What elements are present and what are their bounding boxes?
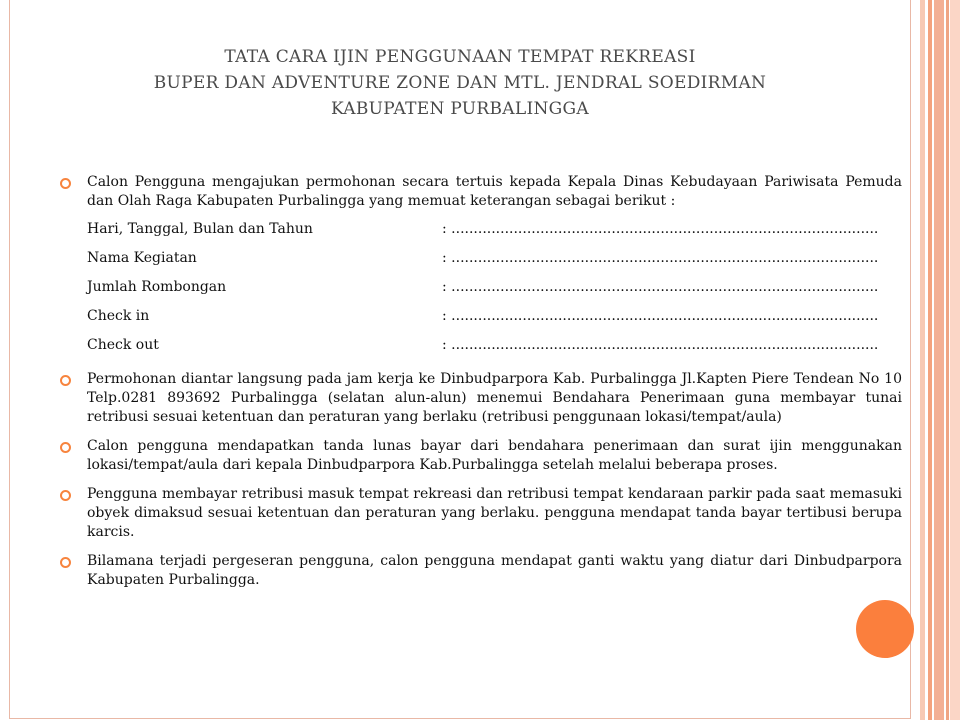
field-label: Hari, Tanggal, Bulan dan Tahun [87, 221, 313, 237]
bullet-item [60, 370, 902, 427]
bullet-text: Bilamana terjadi pergeseran pengguna, calon pengguna mendapat ganti waktu yang diatur dari Dinbudparpora Kabupaten Purbalingga. [87, 553, 902, 588]
bullet-item [60, 552, 902, 590]
field-row [87, 244, 902, 273]
field-row [87, 215, 902, 244]
ring-bullet-icon [60, 442, 71, 453]
slide-title [40, 44, 880, 122]
ring-bullet-icon [60, 490, 71, 501]
field-value: : ................................................................................................ [442, 221, 879, 237]
orange-circle-decoration [856, 600, 914, 658]
title-line-3: KABUPATEN PURBALINGGA [330, 99, 589, 119]
stripe-2 [928, 0, 932, 720]
field-label: Jumlah Rombongan [87, 279, 227, 295]
field-row [87, 302, 902, 331]
field-label: Check out [87, 337, 159, 353]
stripe-3 [934, 0, 944, 720]
field-value: : ................................................................................................ [442, 337, 879, 353]
field-value: : ................................................................................................ [442, 279, 879, 295]
field-table [87, 215, 902, 360]
title-line-1: TATA CARA IJIN PENGGUNAAN TEMPAT REKREASI [224, 47, 696, 67]
ring-bullet-icon [60, 557, 71, 568]
stripe-1 [920, 0, 925, 720]
field-row [87, 273, 902, 302]
bullet-text: Calon Pengguna mengajukan permohonan secara tertuis kepada Kepala Dinas Kebudayaan Pariwisata Pemuda dan Olah Raga Kabupaten Purbalingga yang memuat keterangan sebagai berikut : [87, 174, 902, 209]
field-value: : ................................................................................................ [442, 308, 879, 324]
field-label: Nama Kegiatan [87, 250, 197, 266]
bullet-item [60, 437, 902, 475]
ring-bullet-icon [60, 178, 71, 189]
ring-bullet-icon [60, 375, 71, 386]
field-label: Check in [87, 308, 150, 324]
stripe-5 [950, 0, 960, 720]
bullet-item [60, 485, 902, 542]
field-row [87, 331, 902, 360]
title-line-2: BUPER DAN ADVENTURE ZONE DAN MTL. JENDRAL SOEDIRMAN [153, 73, 767, 93]
bullet-list [60, 173, 902, 600]
bullet-text: Pengguna membayar retribusi masuk tempat rekreasi dan retribusi tempat kendaraan parkir pada saat memasuki obyek dimaksud sesuai ketentuan dan peraturan yang berlaku. pengguna mendapat tanda bayar tertibusi berupa karcis. [87, 486, 902, 540]
stripe-4 [946, 0, 949, 720]
bullet-item [60, 173, 902, 360]
bullet-text: Permohonan diantar langsung pada jam kerja ke Dinbudparpora Kab. Purbalingga Jl.Kapten Piere Tendean No 10 Telp.0281 893692 Purbalingga (selatan alun-alun) menemui Bendahara Penerimaan guna membayar tunai retribusi sesuai ketentuan dan peraturan yang berlaku (retribusi penggunaan lokasi/tempat/aula) [87, 371, 902, 425]
bullet-text: Calon pengguna mendapatkan tanda lunas bayar dari bendahara penerimaan dan surat ijin menggunakan lokasi/tempat/aula dari kepala Dinbudparpora Kab.Purbalingga setelah melalui beberapa proses. [87, 438, 902, 473]
field-value: : ................................................................................................ [442, 250, 879, 266]
